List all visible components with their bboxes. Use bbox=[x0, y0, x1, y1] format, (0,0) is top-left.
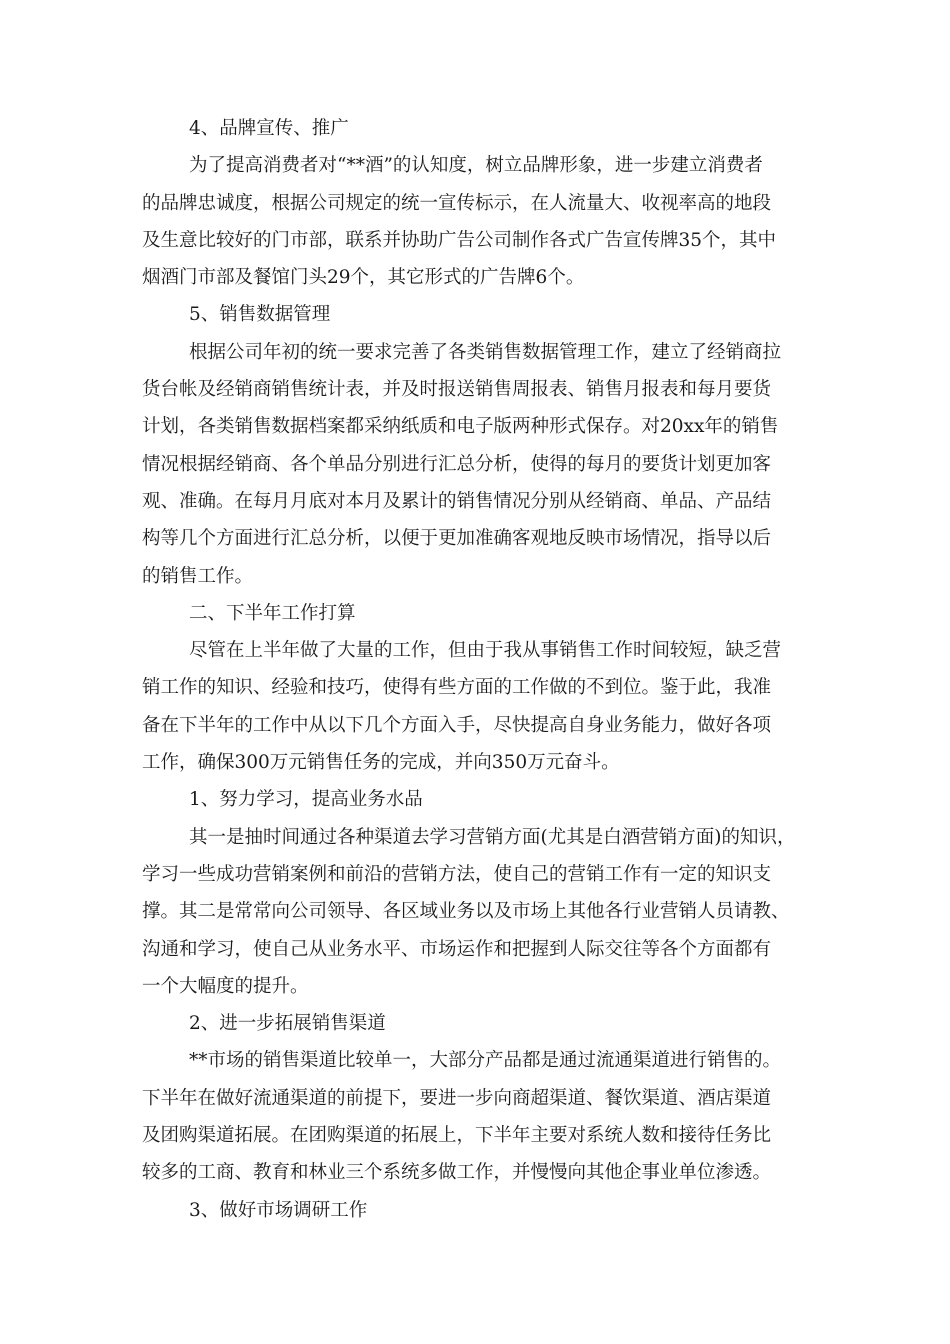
paragraph-line: 的销售工作。 bbox=[142, 565, 254, 587]
paragraph-line: 备在下半年的工作中从以下几个方面入手，尽快提高自身业务能力，做好各项 bbox=[142, 714, 772, 736]
paragraph-line: 货台帐及经销商销售统计表，并及时报送销售周报表、销售月报表和每月要货 bbox=[142, 379, 772, 401]
paragraph-first-line: 2、进一步拓展销售渠道 bbox=[189, 1013, 386, 1035]
paragraph-line: 及团购渠道拓展。在团购渠道的拓展上，下半年主要对系统人数和接待任务比 bbox=[142, 1125, 772, 1147]
paragraph-line: 一个大幅度的提升。 bbox=[142, 975, 309, 997]
paragraph-first-line: 3、做好市场调研工作 bbox=[189, 1199, 368, 1221]
paragraph-first-line: 5、销售数据管理 bbox=[189, 304, 331, 326]
paragraph-first-line: 根据公司年初的统一要求完善了各类销售数据管理工作，建立了经销商拉 bbox=[189, 341, 782, 363]
paragraph-line: 较多的工商、教育和林业三个系统多做工作，并慢慢向其他企事业单位渗透。 bbox=[142, 1162, 772, 1184]
paragraph-first-line: 其一是抽时间通过各种渠道去学习营销方面(尤其是白酒营销方面)的知识， bbox=[189, 826, 796, 848]
paragraph-line: 构等几个方面进行汇总分析，以便于更加准确客观地反映市场情况，指导以后 bbox=[142, 528, 772, 550]
paragraph-first-line: 二、下半年工作打算 bbox=[189, 602, 356, 624]
paragraph-line: 下半年在做好流通渠道的前提下，要进一步向商超渠道、餐饮渠道、酒店渠道 bbox=[142, 1087, 772, 1109]
paragraph-first-line: 尽管在上半年做了大量的工作，但由于我从事销售工作时间较短，缺乏营 bbox=[189, 640, 782, 662]
paragraph-first-line: 1、努力学习，提高业务水品 bbox=[189, 789, 423, 811]
document-body bbox=[142, 110, 822, 1229]
paragraph-first-line: 4、品牌宣传、推广 bbox=[189, 118, 349, 139]
paragraph-line: 的品牌忠诚度，根据公司规定的统一宣传标示，在人流量大、收视率高的地段 bbox=[142, 192, 772, 214]
paragraph-line: 沟通和学习，使自己从业务水平、市场运作和把握到人际交往等各个方面都有 bbox=[142, 938, 772, 960]
paragraph-line: 销工作的知识、经验和技巧，使得有些方面的工作做的不到位。鉴于此，我准 bbox=[142, 677, 772, 699]
paragraph-first-line: **市场的销售渠道比较单一，大部分产品都是通过流通渠道进行销售的。 bbox=[189, 1050, 782, 1072]
paragraph-line: 工作，确保300万元销售任务的完成，并向350万元奋斗。 bbox=[142, 752, 620, 774]
paragraph-line: 撑。其二是常常向公司领导、各区域业务以及市场上其他各行业营销人员请教、 bbox=[142, 901, 790, 923]
paragraph-line: 学习一些成功营销案例和前沿的营销方法，使自己的营销工作有一定的知识支 bbox=[142, 863, 772, 885]
paragraph-line: 烟酒门市部及餐馆门头29个，其它形式的广告牌6个。 bbox=[142, 267, 585, 289]
paragraph-first-line: 为了提高消费者对“**酒”的认知度，树立品牌形象，进一步建立消费者 bbox=[189, 155, 763, 177]
paragraph-line: 及生意比较好的门市部，联系并协助广告公司制作各式广告宣传牌35个，其中 bbox=[142, 229, 777, 251]
paragraph-line: 观、准确。在每月月底对本月及累计的销售情况分别从经销商、单品、产品结 bbox=[142, 490, 772, 512]
paragraph-line: 计划，各类销售数据档案都采纳纸质和电子版两种形式保存。对20xx年的销售 bbox=[142, 416, 779, 438]
paragraph-line: 情况根据经销商、各个单品分别进行汇总分析，使得的每月的要货计划更加客 bbox=[142, 453, 772, 475]
